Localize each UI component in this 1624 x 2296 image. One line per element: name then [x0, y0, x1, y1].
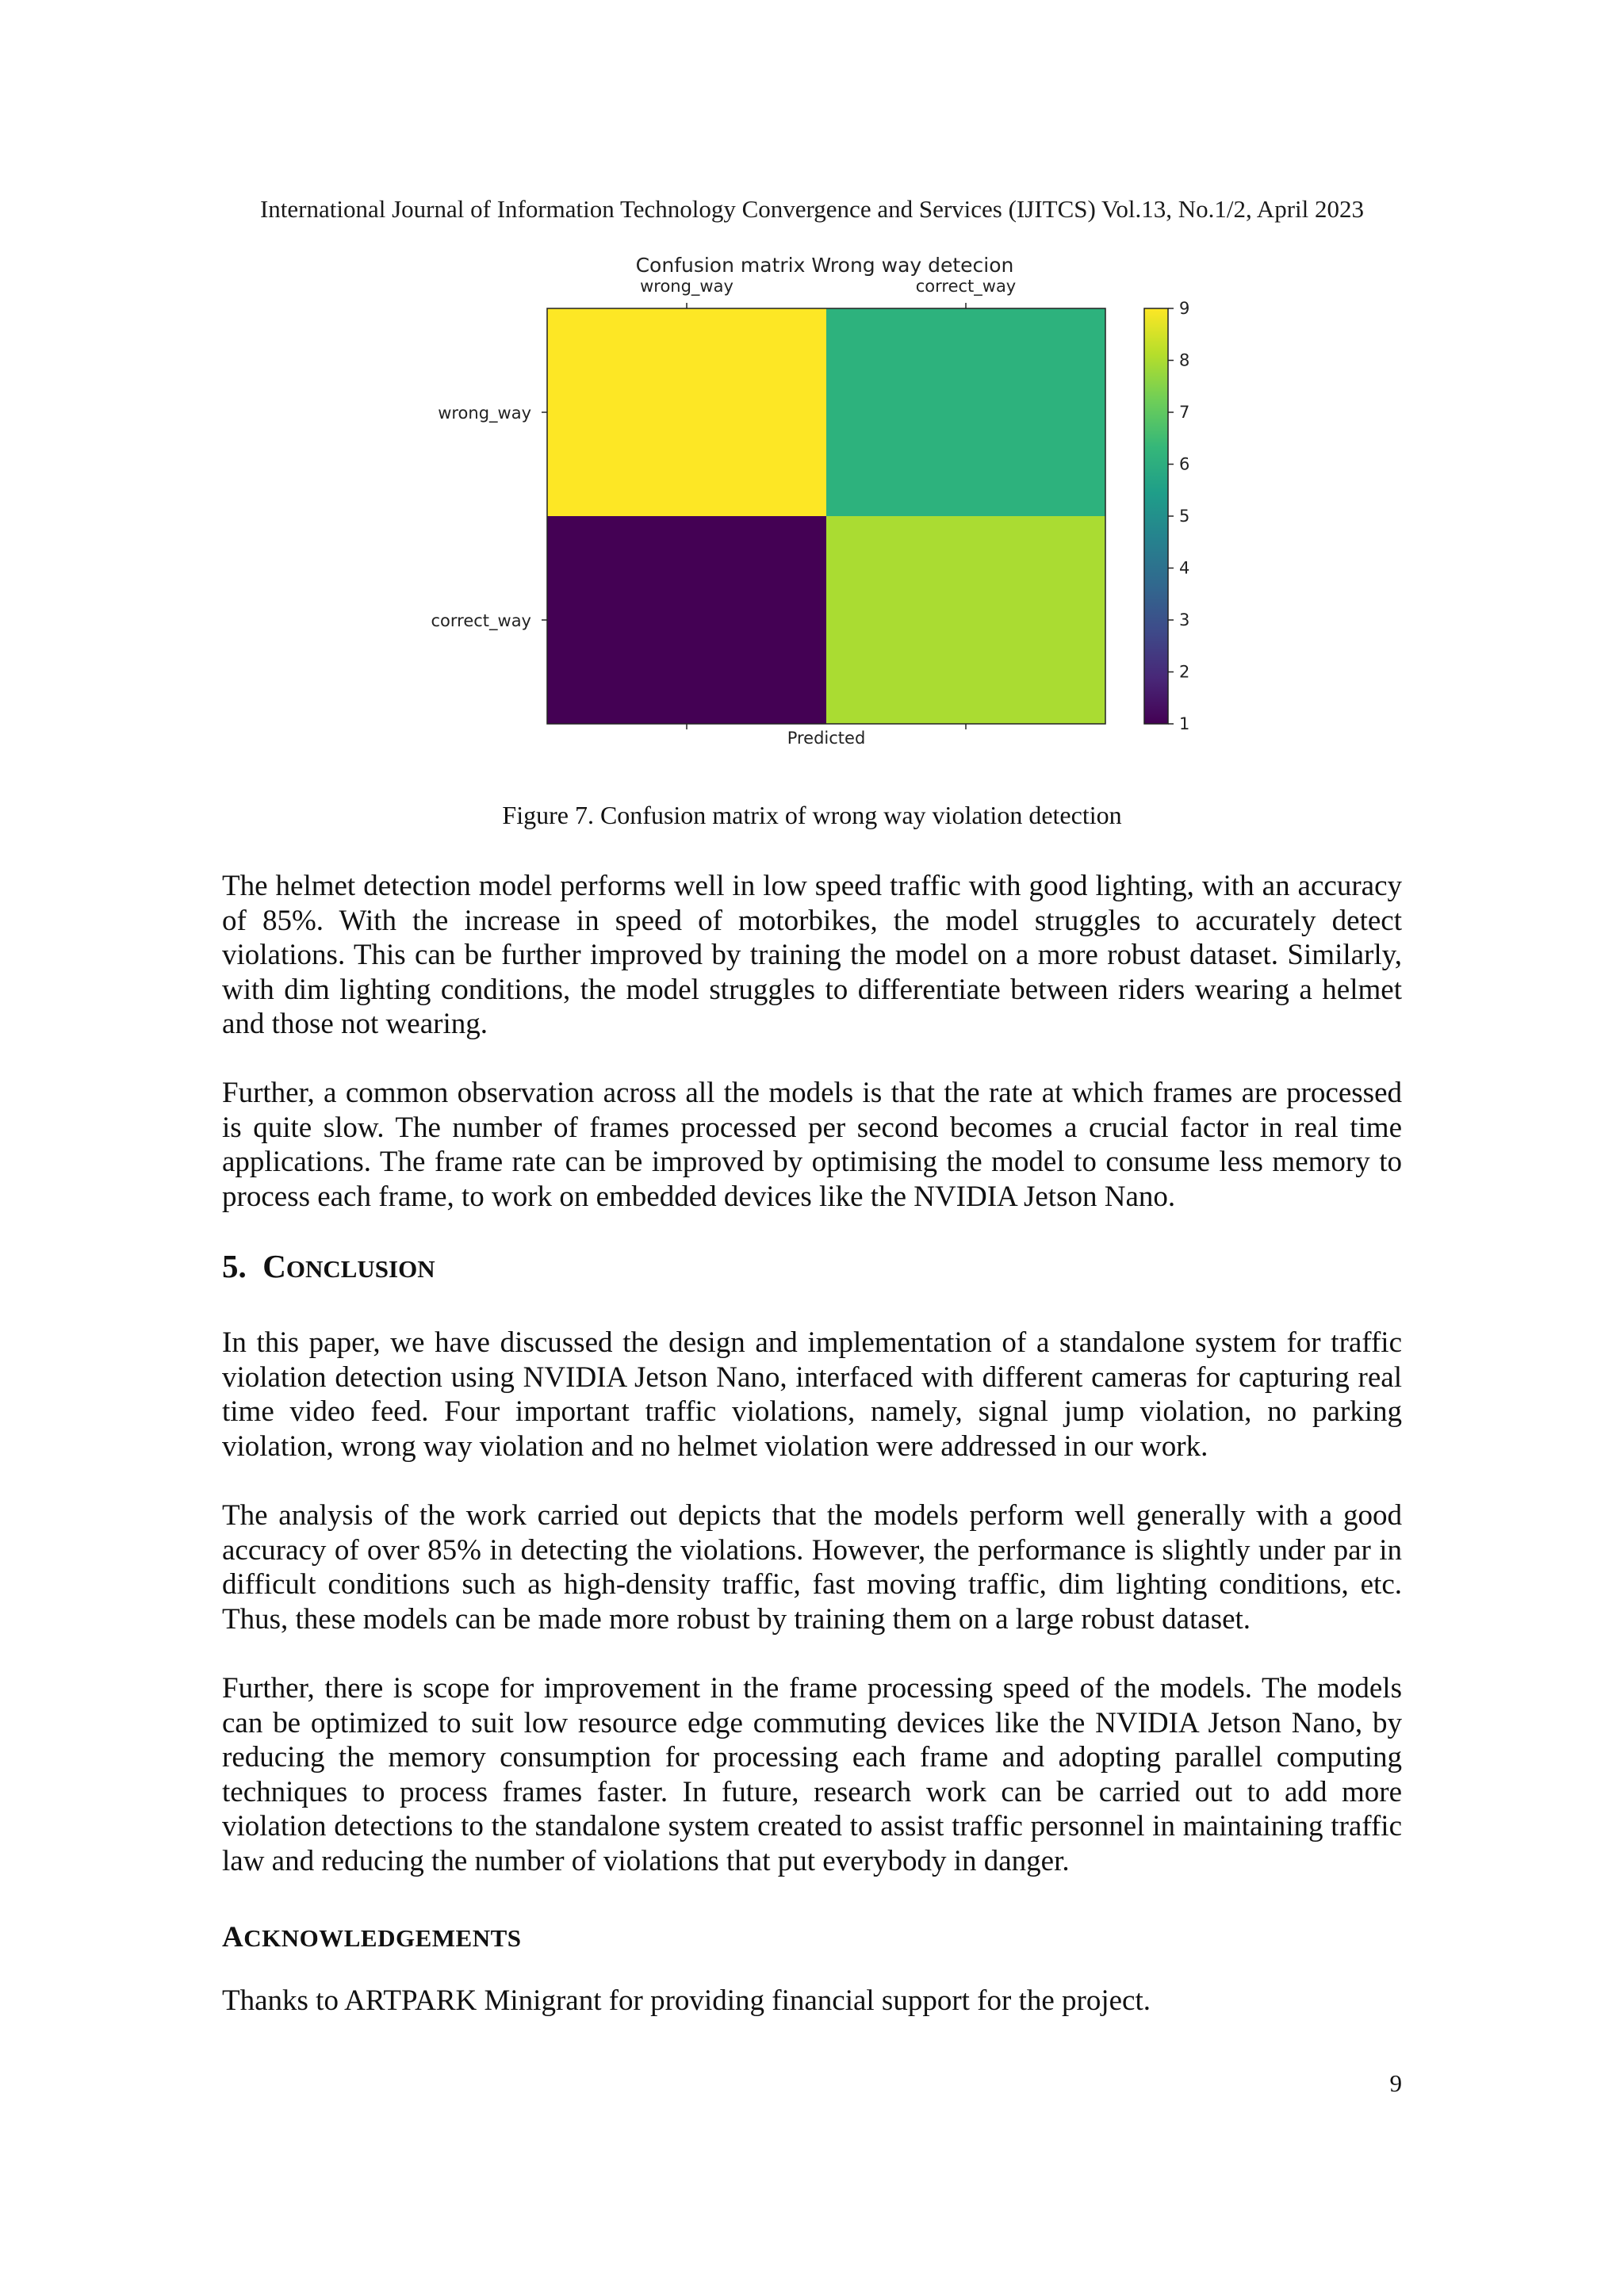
paragraph-helmet: The helmet detection model performs well in low speed traffic with good lighting, with an accuracy of 85%. With the increase in speed of motorbikes, the model struggles to accurately detect violations. This can be further improved by training the model on a more robust dataset. Similarly, with dim lighting conditions, the model struggles to differentiate between riders wearing a helmet and those not wearing. — [222, 870, 1402, 1040]
chart-title: Confusion matrix Wrong way detecion — [635, 254, 1014, 277]
paragraph-conclusion-3: Further, there is scope for improvement in the frame processing speed of the models. The models can be optimized to suit low resource edge commuting devices like the NVIDIA Jetson Nano, by reducing the memory consumption for processing each frame and adopting parallel computing techniques to process frames faster. In future, research work can be carried out to add more violation detections to the standalone system created to assist traffic personnel in maintaining traffic law and reducing the number of violations that put everybody in danger. — [222, 1672, 1402, 1877]
paragraph-frame-rate: Further, a common observation across all the models is that the rate at which frames are processed is quite slow. The number of frames processed per second becomes a crucial factor in real time applications. The frame rate can be improved by optimising the model to consume less memory to process each frame, to work on embedded devices like the NVIDIA Jetson Nano. — [222, 1077, 1402, 1213]
paragraph-conclusion-2: The analysis of the work carried out depicts that the models perform well generally with a good accuracy of over 85% in detecting the violations. However, the performance is slightly under par in difficult conditions such as high-density traffic, fast moving traffic, dim lighting conditions, etc. Thus, these models can be made more robust by training them on a large robust dataset. — [222, 1499, 1402, 1636]
colorbar-tick-label-8: 8 — [1179, 350, 1190, 370]
section-title-rest: ONCLUSION — [285, 1255, 435, 1283]
colorbar-tick-label-2: 2 — [1179, 662, 1190, 682]
heatmap-cell-r0-c0 — [547, 308, 826, 516]
x-tick-label-wrong-way: wrong_way — [640, 277, 733, 296]
heatmap-cell-r0-c1 — [826, 308, 1105, 516]
confusion-matrix-figure — [396, 252, 1237, 760]
y-tick-label-wrong-way: wrong_way — [438, 404, 531, 423]
figure-caption: Figure 7. Confusion matrix of wrong way violation detection — [502, 801, 1122, 829]
colorbar-tick-label-1: 1 — [1179, 714, 1190, 733]
colorbar-tick-label-3: 3 — [1179, 610, 1190, 629]
running-header: International Journal of Information Technology Convergence and Services (IJITCS) Vol.13, No.1/2, April 2023 — [259, 195, 1364, 223]
acknowledgements-text: Thanks to ARTPARK Minigrant for providing financial support for the project. — [222, 1984, 1151, 2017]
section-title-initial: C — [262, 1248, 286, 1284]
x-axis-label: Predicted — [787, 729, 866, 748]
x-tick-label-correct-way: correct_way — [915, 277, 1017, 296]
heatmap-cell-r1-c0 — [547, 516, 826, 724]
colorbar-tick-label-9: 9 — [1179, 299, 1190, 318]
colorbar-tick-label-5: 5 — [1179, 507, 1190, 526]
ack-title-initial: A — [222, 1921, 244, 1954]
section-number: 5. — [222, 1248, 247, 1284]
y-tick-label-correct-way: correct_way — [431, 611, 531, 630]
acknowledgements-heading — [222, 1920, 522, 1954]
colorbar-tick-label-4: 4 — [1179, 558, 1190, 578]
paragraph-conclusion-1: In this paper, we have discussed the design and implementation of a standalone system for traffic violation detection using NVIDIA Jetson Nano, interfaced with different cameras for capturing real time video feed. Four important traffic violations, namely, signal jump violation, no parking violation, wrong way violation and no helmet violation were addressed in our work. — [222, 1326, 1402, 1463]
colorbar — [1144, 308, 1168, 724]
colorbar-tick-label-6: 6 — [1179, 454, 1190, 474]
heatmap-cell-r1-c1 — [826, 516, 1105, 724]
page-number: 9 — [1389, 2069, 1402, 2097]
ack-title-rest: CKNOWLEDGEMENTS — [243, 1924, 522, 1952]
colorbar-tick-label-7: 7 — [1179, 403, 1190, 422]
section-heading-conclusion — [222, 1247, 435, 1285]
